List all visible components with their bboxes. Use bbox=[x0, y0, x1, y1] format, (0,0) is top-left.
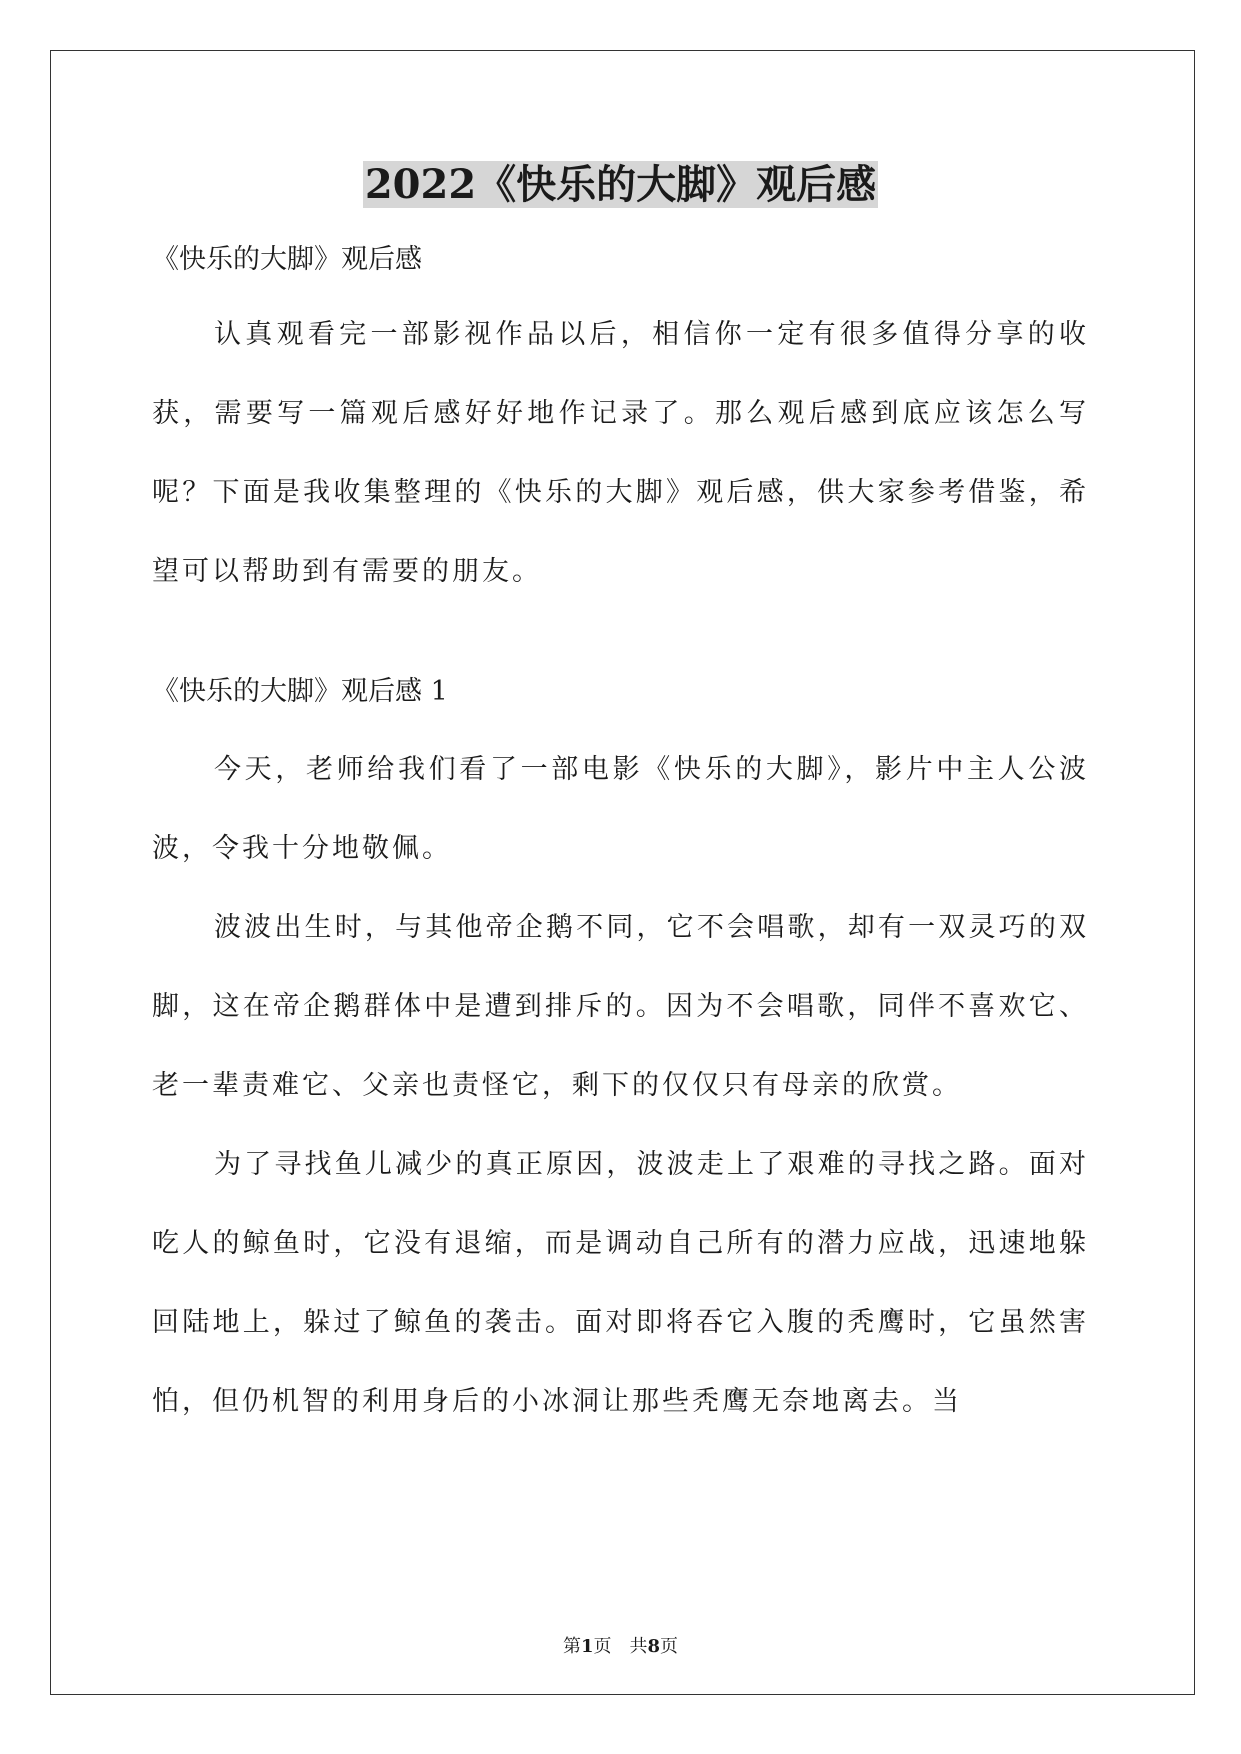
body-paragraph-2: 波波出生时，与其他帝企鹅不同，它不会唱歌，却有一双灵巧的双脚，这在帝企鹅群体中是遭到排斥的。因为不会唱歌，同伴不喜欢它、老一辈责难它、父亲也责怪它，剩下的仅仅只有母亲的欣赏。 bbox=[152, 912, 1089, 1101]
section-heading: 《快乐的大脚》观后感 1 bbox=[152, 676, 448, 707]
document-title bbox=[0, 155, 1241, 215]
document-title-text: 2022《快乐的大脚》观后感 bbox=[364, 161, 877, 208]
footer-suffix: 页 bbox=[660, 1636, 679, 1657]
body-paragraph-1: 今天，老师给我们看了一部电影《快乐的大脚》，影片中主人公波波，令我十分地敬佩。 bbox=[152, 754, 1089, 864]
page-footer bbox=[0, 1635, 1241, 1659]
footer-page-number: 1 bbox=[580, 1636, 594, 1657]
footer-mid: 页 共 bbox=[593, 1636, 648, 1657]
footer-total-pages: 8 bbox=[647, 1636, 661, 1657]
intro-heading: 《快乐的大脚》观后感 bbox=[152, 244, 422, 275]
footer-prefix: 第 bbox=[562, 1636, 581, 1657]
body-paragraph-3: 为了寻找鱼儿减少的真正原因，波波走上了艰难的寻找之路。面对吃人的鲸鱼时，它没有退缩，而是调动自己所有的潜力应战，迅速地躲回陆地上，躲过了鲸鱼的袭击。面对即将吞它入腹的秃鹰时，它虽然害怕，但仍机智的利用身后的小冰洞让那些秃鹰无奈地离去。当 bbox=[152, 1149, 1089, 1417]
intro-paragraph: 认真观看完一部影视作品以后，相信你一定有很多值得分享的收获，需要写一篇观后感好好地作记录了。那么观后感到底应该怎么写呢？下面是我收集整理的《快乐的大脚》观后感，供大家参考借鉴，希望可以帮助到有需要的朋友。 bbox=[152, 319, 1089, 587]
